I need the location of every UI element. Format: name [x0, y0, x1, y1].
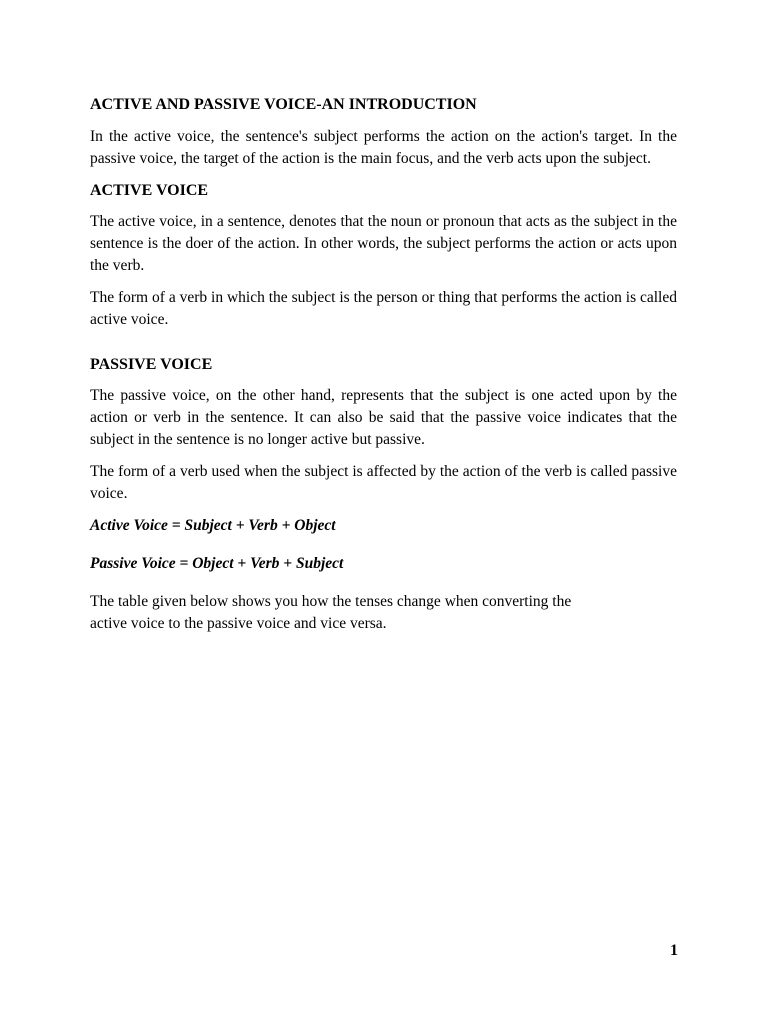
active-voice-paragraph-2: The form of a verb in which the subject is the person or thing that performs the action is called active voice. [90, 289, 677, 328]
passive-voice-paragraph-2: The form of a verb used when the subject is affected by the action of the verb is called passive voice. [90, 463, 677, 502]
document-title: ACTIVE AND PASSIVE VOICE-AN INTRODUCTION [90, 96, 477, 113]
section-spacer [90, 341, 677, 354]
active-voice-formula: Active Voice = Subject + Verb + Object [90, 517, 336, 534]
closing-line-1: The table given below shows you how the tenses change when converting the [90, 593, 572, 610]
closing-line-2: active voice to the passive voice and vice versa. [90, 615, 387, 632]
active-voice-paragraph-1: The active voice, in a sentence, denotes that the noun or pronoun that acts as the subject in the sentence is the doer of the action. In other words, the subject performs the action or acts upon the verb. [90, 213, 677, 274]
passive-voice-formula: Passive Voice = Object + Verb + Subject [90, 555, 344, 572]
document-body [90, 94, 677, 635]
page-number: 1 [670, 942, 678, 959]
active-voice-heading: ACTIVE VOICE [90, 182, 209, 199]
passive-voice-paragraph-1: The passive voice, on the other hand, represents that the subject is one acted upon by the action or verb in the sentence. It can also be said that the passive voice indicates that the subject in the sentence is no longer active but passive. [90, 387, 677, 448]
intro-paragraph: In the active voice, the sentence's subject performs the action on the action's target. In the passive voice, the target of the action is the main focus, and the verb acts upon the subject. [90, 128, 677, 167]
passive-voice-heading: PASSIVE VOICE [90, 356, 213, 373]
